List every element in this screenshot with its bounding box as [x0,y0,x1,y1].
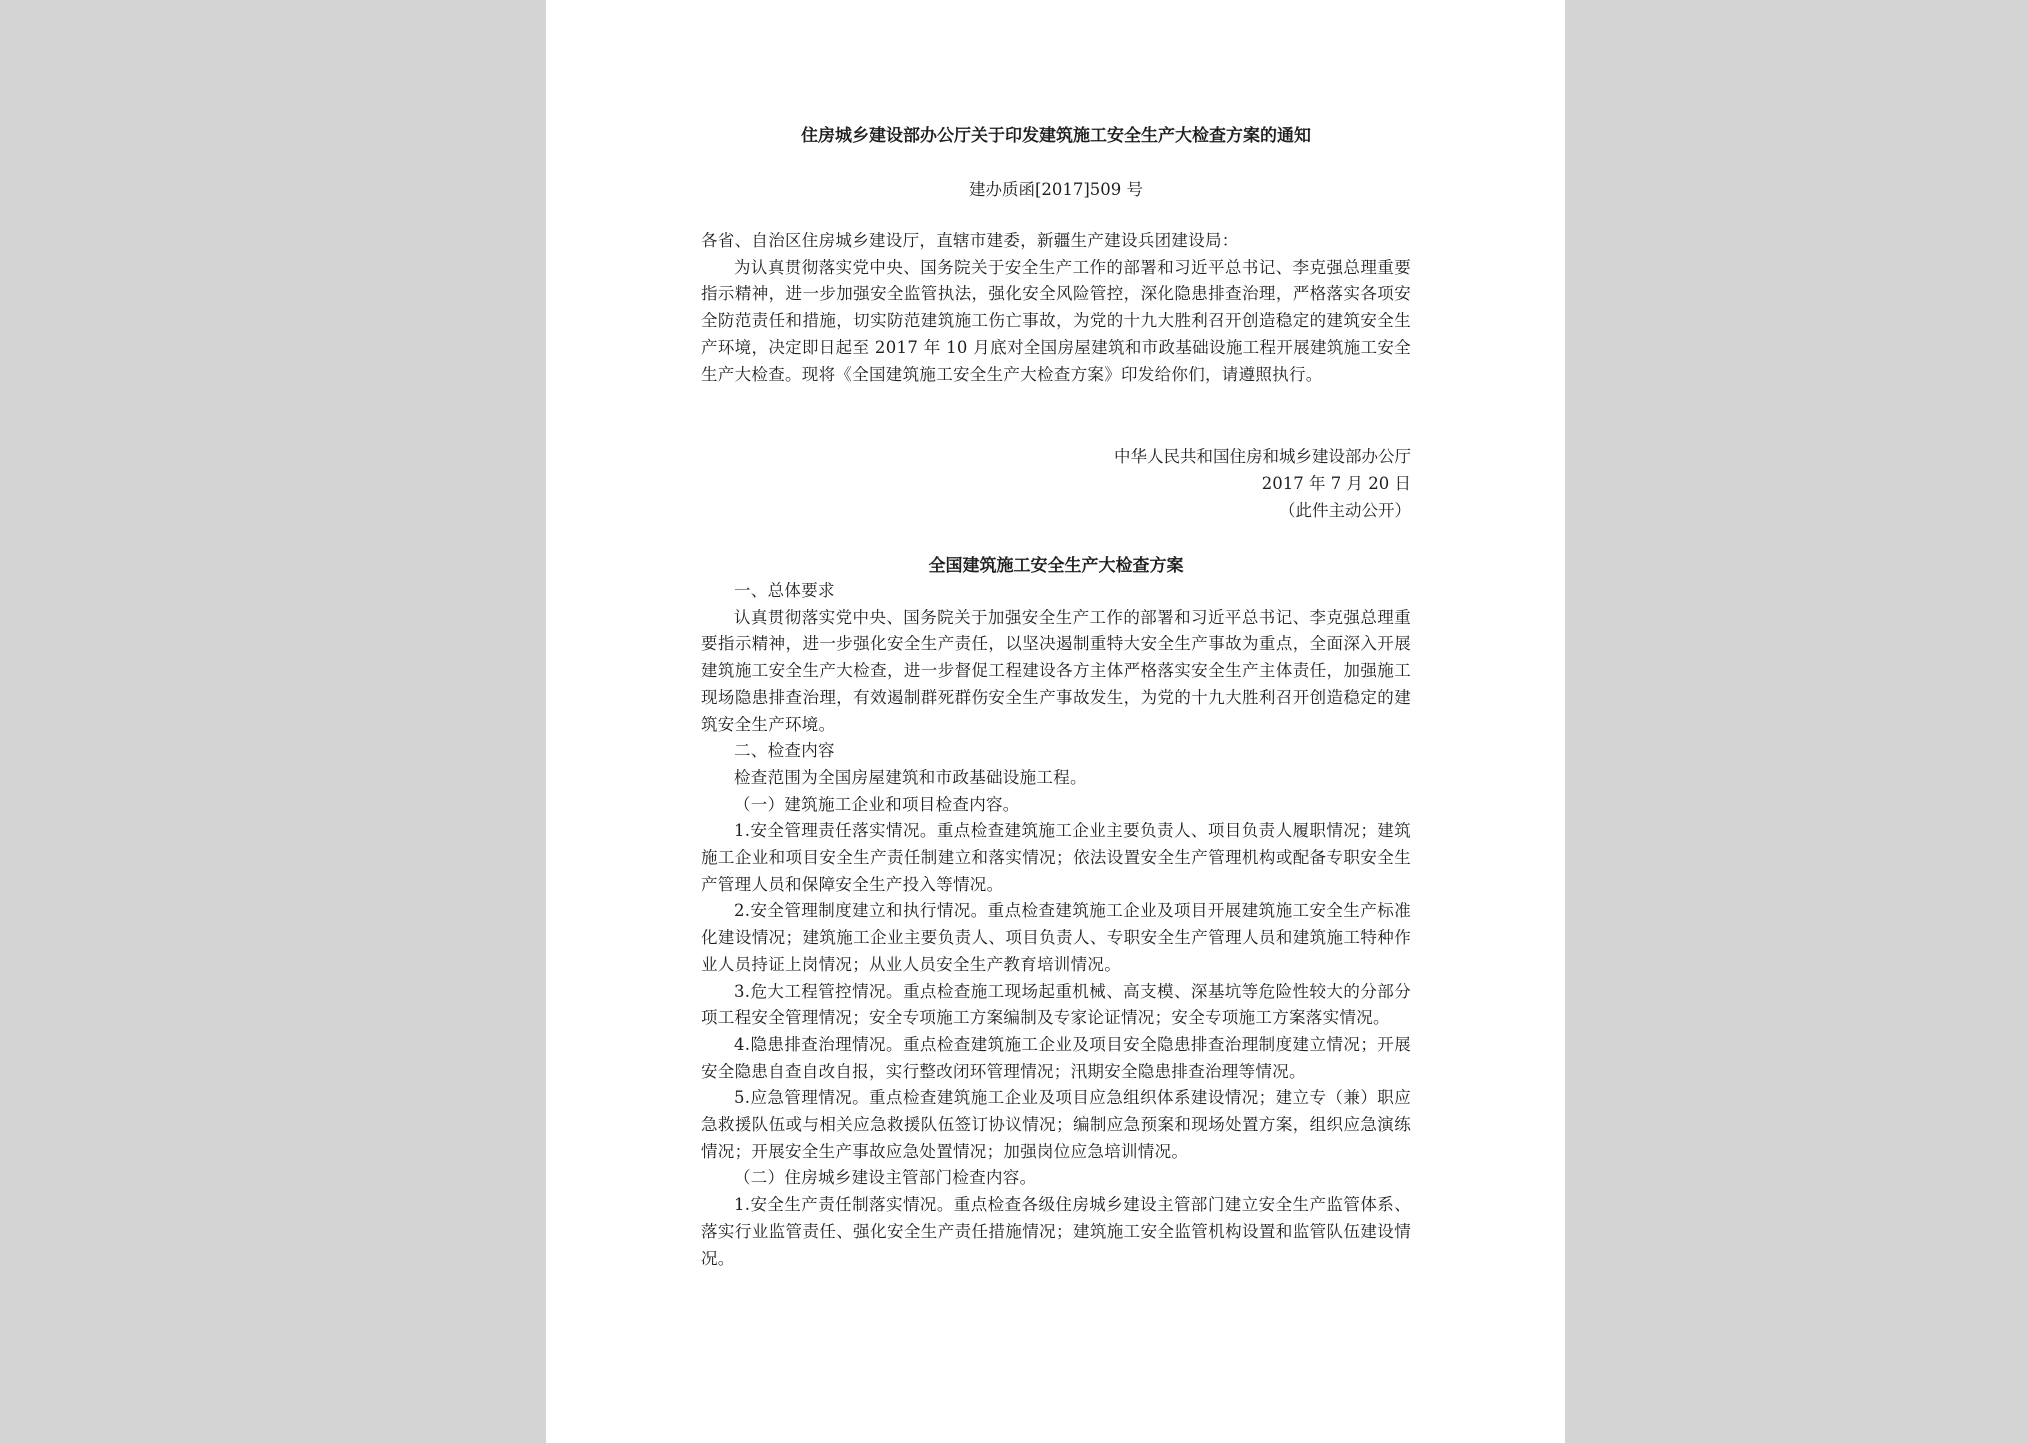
intro-paragraph: 为认真贯彻落实党中央、国务院关于安全生产工作的部署和习近平总书记、李克强总理重要指示精神，进一步加强安全监管执法，强化安全风险管控，深化隐患排查治理，严格落实各项安全防范责任和措施，切实防范建筑施工伤亡事故，为党的十九大胜利召开创造稳定的建筑安全生产环境，决定即日起至 2017 年 10 月底对全国房屋建筑和市政基础设施工程开展建筑施工安全生产大检查。现将《全国建筑施工安全生产大检查方案》印发给你们，请遵照执行。 [701,257,1411,384]
disclosure-note: （此件主动公开） [1279,501,1411,520]
plan-body [701,578,1411,1272]
section-paragraph: 认真贯彻落实党中央、国务院关于加强安全生产工作的部署和习近平总书记、李克强总理重要指示精神，进一步强化安全生产责任，以坚决遏制重特大安全生产事故为重点，全面深入开展建筑施工安全生产大检查，进一步督促工程建设各方主体严格落实安全生产主体责任，加强施工现场隐患排查治理，有效遏制群死群伤安全生产事故发生，为党的十九大胜利召开创造稳定的建筑安全生产环境。 [701,607,1411,734]
list-item: 4.隐患排查治理情况。重点检查建筑施工企业及项目安全隐患排查治理制度建立情况；开展安全隐患自查自改自报，实行整改闭环管理情况；汛期安全隐患排查治理等情况。 [701,1034,1411,1081]
notice-body [701,228,1411,388]
document-page [546,0,1565,1443]
plan-title: 全国建筑施工安全生产大检查方案 [928,556,1184,576]
list-item: 1.安全生产责任制落实情况。重点检查各级住房城乡建设主管部门建立安全生产监管体系、落实行业监管责任、强化安全生产责任措施情况；建筑施工安全监管机构设置和监管队伍建设情况。 [701,1195,1411,1268]
list-item: 5.应急管理情况。重点检查建筑施工企业及项目应急组织体系建设情况；建立专（兼）职应急救援队伍或与相关应急救援队伍签订协议情况；编制应急预案和现场处置方案，组织应急演练情况；开展安全生产事故应急处置情况；加强岗位应急培训情况。 [701,1088,1411,1161]
subsection-heading: （二）住房城乡建设主管部门检查内容。 [734,1168,1037,1188]
salutation: 各省、自治区住房城乡建设厅，直辖市建委，新疆生产建设兵团建设局： [701,231,1239,250]
document-title: 住房城乡建设部办公厅关于印发建筑施工安全生产大检查方案的通知 [801,126,1311,146]
subsection-heading: （一）建筑施工企业和项目检查内容。 [734,794,1020,814]
section-heading: 一、总体要求 [734,581,835,600]
list-item: 1.安全管理责任落实情况。重点检查建筑施工企业主要负责人、项目负责人履职情况；建筑施工企业和项目安全生产责任制建立和落实情况；依法设置安全生产管理机构或配备专职安全生产管理人员和保障安全生产投入等情况。 [701,821,1411,894]
scope-paragraph: 检查范围为全国房屋建筑和市政基础设施工程。 [734,767,1087,787]
signature-block [701,443,1411,524]
document-number: 建办质函[2017]509 号 [968,180,1144,199]
list-item: 2.安全管理制度建立和执行情况。重点检查建筑施工企业及项目开展建筑施工安全生产标准化建设情况；建筑施工企业主要负责人、项目负责人、专职安全生产管理人员和建筑施工特种作业人员持证上岗情况；从业人员安全生产教育培训情况。 [701,901,1411,974]
list-item: 3.危大工程管控情况。重点检查施工现场起重机械、高支模、深基坑等危险性较大的分部分项工程安全管理情况；安全专项施工方案编制及专家论证情况；安全专项施工方案落实情况。 [701,981,1411,1028]
section-heading: 二、检查内容 [734,741,835,761]
issue-date: 2017 年 7 月 20 日 [1261,474,1411,493]
issuer: 中华人民共和国住房和城乡建设部办公厅 [1114,447,1411,466]
